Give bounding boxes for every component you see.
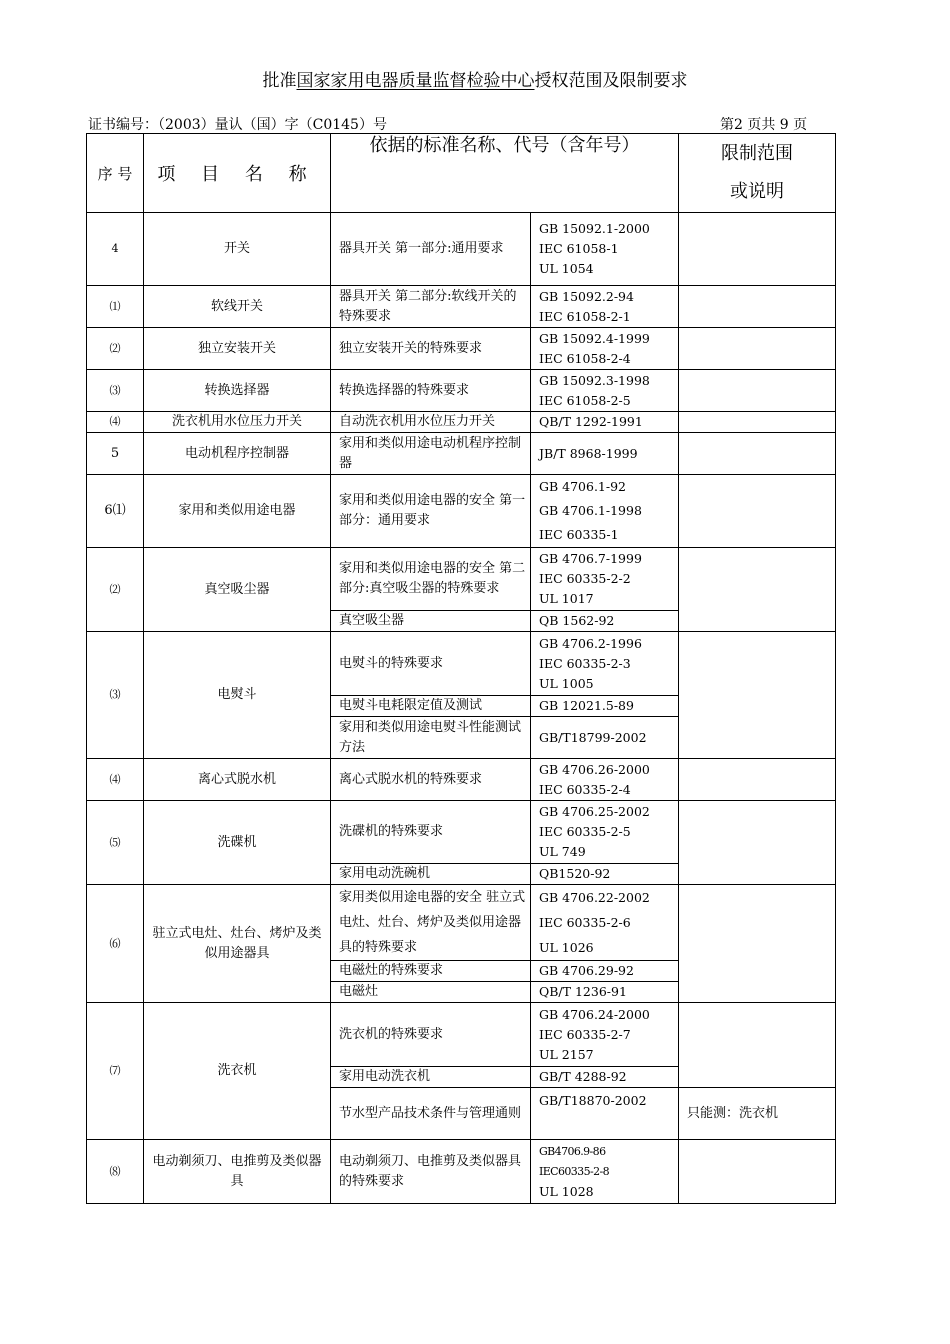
limit-note bbox=[679, 1003, 836, 1088]
table-row bbox=[87, 801, 836, 864]
limit-note bbox=[679, 328, 836, 370]
table-row bbox=[87, 885, 836, 961]
table-row bbox=[87, 759, 836, 801]
standard-name: 家用和类似用途电器的安全 第二部分:真空吸尘器的特殊要求 bbox=[331, 548, 531, 611]
standard-codes bbox=[531, 213, 679, 286]
item-name: 电动机程序控制器 bbox=[144, 433, 331, 475]
table-row bbox=[87, 475, 836, 548]
standard-codes: GB 12021.5-89 bbox=[531, 696, 679, 717]
code: GB 15092.4-1999 bbox=[539, 330, 650, 346]
code: GB 4706.1-1998 bbox=[539, 503, 642, 518]
header-standard: 依据的标准名称、代号（含年号） bbox=[331, 134, 679, 213]
standard-name: 洗衣机的特殊要求 bbox=[331, 1003, 531, 1067]
table-row bbox=[87, 370, 836, 412]
table-row bbox=[87, 1140, 836, 1204]
row-no: ⑴ bbox=[87, 286, 144, 328]
row-no: 4 bbox=[87, 213, 144, 286]
code: IEC 61058-2-1 bbox=[539, 308, 631, 324]
standard-codes: GB 4706.29-92 bbox=[531, 961, 679, 982]
code: UL 1054 bbox=[539, 261, 594, 276]
code: IEC 60335-2-4 bbox=[539, 781, 631, 797]
code: GB 15092.2-94 bbox=[539, 288, 634, 304]
title-prefix: 批准 bbox=[262, 71, 297, 91]
title-suffix: 授权范围及限制要求 bbox=[534, 71, 688, 91]
standard-name: 电磁灶 bbox=[331, 982, 531, 1003]
code: IEC 60335-2-2 bbox=[539, 571, 631, 586]
row-no: ⑷ bbox=[87, 759, 144, 801]
standard-name: 电磁灶的特殊要求 bbox=[331, 961, 531, 982]
code: IEC 61058-1 bbox=[539, 241, 619, 256]
code: GB 4706.1-92 bbox=[539, 479, 627, 494]
standard-codes: GB/T18799-2002 bbox=[531, 717, 679, 759]
standard-codes bbox=[531, 1140, 679, 1204]
code: UL 749 bbox=[539, 844, 586, 859]
table-row bbox=[87, 412, 836, 433]
table-row bbox=[87, 548, 836, 611]
row-no: 6⑴ bbox=[87, 475, 144, 548]
standard-codes: GB/T 4288-92 bbox=[531, 1067, 679, 1088]
header-limit-line2: 或说明 bbox=[730, 181, 784, 202]
standard-name: 家用电动洗碗机 bbox=[331, 864, 531, 885]
item-name: 独立安装开关 bbox=[144, 328, 331, 370]
code: IEC 60335-2-5 bbox=[539, 824, 631, 839]
limit-note: 只能测：洗衣机 bbox=[679, 1088, 836, 1140]
row-no: ⑶ bbox=[87, 632, 144, 759]
code: GB 15092.3-1998 bbox=[539, 372, 650, 388]
standard-name: 器具开关 第二部分:软线开关的特殊要求 bbox=[331, 286, 531, 328]
code: UL 1005 bbox=[539, 675, 594, 691]
standard-codes: QB1520-92 bbox=[531, 864, 679, 885]
code: UL 1026 bbox=[539, 940, 594, 955]
standard-codes bbox=[531, 328, 679, 370]
item-name: 转换选择器 bbox=[144, 370, 331, 412]
limit-note bbox=[679, 433, 836, 475]
standard-name: 真空吸尘器 bbox=[331, 611, 531, 632]
standard-name: 家用和类似用途电熨斗性能测试方法 bbox=[331, 717, 531, 759]
code: GB 4706.22-2002 bbox=[539, 890, 650, 905]
table-row bbox=[87, 286, 836, 328]
standard-codes bbox=[531, 885, 679, 961]
standard-name: 转换选择器的特殊要求 bbox=[331, 370, 531, 412]
code: IEC60335-2-8 bbox=[539, 1164, 610, 1178]
standard-name: 器具开关 第一部分:通用要求 bbox=[331, 213, 531, 286]
code: GB 4706.26-2000 bbox=[539, 761, 650, 777]
code: IEC 60335-2-7 bbox=[539, 1026, 631, 1042]
limit-note bbox=[679, 370, 836, 412]
table-row bbox=[87, 328, 836, 370]
row-no: ⑻ bbox=[87, 1140, 144, 1204]
standard-name: 节水型产品技术条件与管理通则 bbox=[331, 1088, 531, 1140]
header-limit-line1: 限制范围 bbox=[721, 143, 793, 164]
table-row bbox=[87, 433, 836, 475]
standard-name: 家用和类似用途电器的安全 第一部分：通用要求 bbox=[331, 475, 531, 548]
standard-name: 家用电动洗衣机 bbox=[331, 1067, 531, 1088]
item-name: 开关 bbox=[144, 213, 331, 286]
limit-note bbox=[679, 548, 836, 632]
header-row bbox=[87, 134, 836, 213]
code: IEC 61058-2-5 bbox=[539, 392, 631, 408]
table-row bbox=[87, 213, 836, 286]
row-no: ⑷ bbox=[87, 412, 144, 433]
row-no: ⑹ bbox=[87, 885, 144, 1003]
limit-note bbox=[679, 213, 836, 286]
row-no: ⑸ bbox=[87, 801, 144, 885]
row-no: ⑺ bbox=[87, 1003, 144, 1140]
standard-codes bbox=[531, 1003, 679, 1067]
item-name: 洗衣机 bbox=[144, 1003, 331, 1140]
table-row bbox=[87, 1003, 836, 1067]
table-row bbox=[87, 632, 836, 696]
item-name: 离心式脱水机 bbox=[144, 759, 331, 801]
code: GB 4706.7-1999 bbox=[539, 551, 642, 566]
limit-note bbox=[679, 412, 836, 433]
code: GB 4706.25-2002 bbox=[539, 804, 650, 819]
item-name: 家用和类似用途电器 bbox=[144, 475, 331, 548]
code: GB 4706.2-1996 bbox=[539, 635, 642, 651]
standard-codes: GB/T18870-2002 bbox=[531, 1088, 679, 1140]
standard-name: 独立安装开关的特殊要求 bbox=[331, 328, 531, 370]
item-name: 洗碟机 bbox=[144, 801, 331, 885]
item-name: 真空吸尘器 bbox=[144, 548, 331, 632]
limit-note bbox=[679, 1140, 836, 1204]
row-no: ⑶ bbox=[87, 370, 144, 412]
row-no: 5 bbox=[87, 433, 144, 475]
standard-codes bbox=[531, 286, 679, 328]
standard-codes bbox=[531, 759, 679, 801]
header-name: 项 目 名 称 bbox=[144, 134, 331, 213]
row-no: ⑵ bbox=[87, 328, 144, 370]
item-name: 驻立式电灶、灶台、烤炉及类似用途器具 bbox=[144, 885, 331, 1003]
code: UL 2157 bbox=[539, 1046, 594, 1062]
limit-note bbox=[679, 286, 836, 328]
code: GB 15092.1-2000 bbox=[539, 221, 650, 236]
limit-note bbox=[679, 475, 836, 548]
standard-codes bbox=[531, 475, 679, 548]
standard-codes: QB/T 1236-91 bbox=[531, 982, 679, 1003]
header-limit bbox=[679, 134, 836, 213]
standard-codes bbox=[531, 632, 679, 696]
code: UL 1017 bbox=[539, 591, 594, 606]
code: IEC 61058-2-4 bbox=[539, 350, 631, 366]
row-no: ⑵ bbox=[87, 548, 144, 632]
item-name: 电动剃须刀、电推剪及类似器具 bbox=[144, 1140, 331, 1204]
code: GB4706.9-86 bbox=[539, 1144, 606, 1158]
item-name: 电熨斗 bbox=[144, 632, 331, 759]
code: UL 1028 bbox=[539, 1183, 594, 1199]
certificate-number: 证书编号：（2003）量认（国）字（C0145）号 bbox=[88, 117, 387, 133]
limit-note bbox=[679, 801, 836, 885]
code: IEC 60335-1 bbox=[539, 527, 619, 542]
item-name: 洗衣机用水位压力开关 bbox=[144, 412, 331, 433]
standard-codes bbox=[531, 548, 679, 611]
standard-codes: QB/T 1292-1991 bbox=[531, 412, 679, 433]
item-name: 软线开关 bbox=[144, 286, 331, 328]
limit-note bbox=[679, 759, 836, 801]
standard-name: 电熨斗电耗限定值及测试 bbox=[331, 696, 531, 717]
standard-name: 离心式脱水机的特殊要求 bbox=[331, 759, 531, 801]
standard-name: 自动洗衣机用水位压力开关 bbox=[331, 412, 531, 433]
standard-name: 电动剃须刀、电推剪及类似器具的特殊要求 bbox=[331, 1140, 531, 1204]
standard-codes: JB/T 8968-1999 bbox=[531, 433, 679, 475]
limit-note bbox=[679, 632, 836, 759]
standard-name: 家用和类似用途电动机程序控制器 bbox=[331, 433, 531, 475]
code: IEC 60335-2-3 bbox=[539, 655, 631, 671]
document-title bbox=[0, 66, 950, 91]
standard-codes bbox=[531, 370, 679, 412]
standard-name: 家用类似用途电器的安全 驻立式电灶、灶台、烤炉及类似用途器具的特殊要求 bbox=[331, 885, 531, 961]
limit-note bbox=[679, 885, 836, 1003]
page-number: 第2 页共 9 页 bbox=[720, 117, 808, 133]
standard-codes bbox=[531, 801, 679, 864]
scope-table bbox=[86, 133, 836, 1204]
standard-codes: QB 1562-92 bbox=[531, 611, 679, 632]
header-no: 序 号 bbox=[87, 134, 144, 213]
standard-name: 洗碟机的特殊要求 bbox=[331, 801, 531, 864]
title-center-name: 国家家用电器质量监督检验中心 bbox=[296, 71, 535, 91]
code: IEC 60335-2-6 bbox=[539, 915, 631, 930]
standard-name: 电熨斗的特殊要求 bbox=[331, 632, 531, 696]
code: GB 4706.24-2000 bbox=[539, 1006, 650, 1022]
